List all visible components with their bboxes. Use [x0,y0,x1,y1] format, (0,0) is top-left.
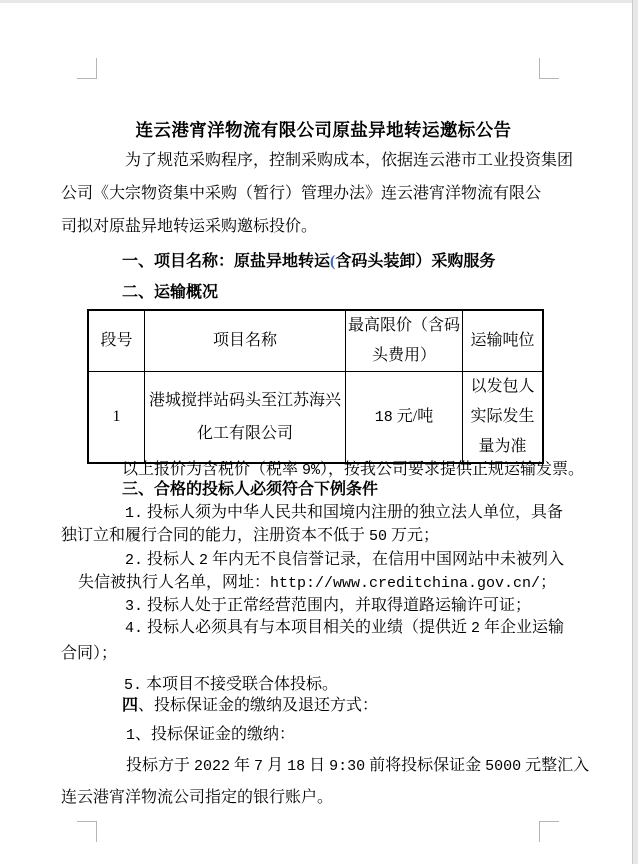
text-run: 万元； [387,527,440,544]
heading-bidder-requirements [122,480,378,500]
text-run: 2 [199,552,209,569]
text-run: 年 [230,757,255,774]
text-run: 三、合格的投标人必须符合下例条件 [122,481,379,498]
text-run: 2. [125,552,144,569]
text-run: 、投标保证金的缴纳及退还方式： [138,697,379,714]
text-run: 2022 [194,758,231,775]
cell-max-price-value [346,402,462,433]
text-run: 前将投标保证金 [365,757,486,774]
cell-max-price [346,372,463,464]
text-run: 18 [374,408,393,426]
table-row [88,372,543,464]
margin-crop-mark-bottom-left [77,821,97,842]
text-run: 元整汇入 [521,757,590,774]
text-run: 18 [287,758,306,775]
text-run: 1. [125,505,144,522]
text-run: 9% [302,462,321,479]
text-run: 失信被执行人名单，网址： [78,574,271,591]
text-run: 月 [263,757,288,774]
table-header-row [88,310,543,372]
canvas-top-edge [0,0,638,3]
cell-tonnage-line-1: 以发包人 [470,378,535,395]
col-header-tonnage-label: 运输吨位 [470,332,535,349]
text-run: 4. [125,620,144,637]
clause-1-line-2 [61,526,439,547]
canvas-right-edge [632,0,638,864]
clause-3-line [125,596,531,617]
col-header-max-price [346,310,463,372]
text-run: 投标人须为中华人民共和国境内注册的独立法人单位，具备 [143,504,564,521]
cell-tonnage [463,372,544,464]
clause-2-line-1 [125,550,564,571]
text-run: http://www.creditchina.gov.cn/ [270,575,541,592]
subheading-deposit-payment [126,725,295,746]
col-header-max-price-line-1: 最高限价（含码 [347,317,460,334]
text-run: 7 [254,758,264,775]
deposit-line-1 [126,756,589,777]
clause-4-line-2 [61,644,117,664]
clause-1-line-1 [125,503,563,524]
text-run: 5000 [485,758,522,775]
text-run: 5. [124,677,143,694]
heading-bid-deposit [122,696,378,716]
text-run: 9:30 [329,758,366,775]
text-run: 四 [122,697,139,714]
document-title: 连云港宵洋物流有限公司原盐异地转运邀标公告 [135,120,512,140]
heading-project-name [122,252,495,272]
text-run: ），按我公司要求提供正规运输发票。 [320,461,585,478]
cell-tonnage-line-3: 量为准 [478,438,527,455]
cell-segment-no [88,372,145,464]
text-run: 公司《大宗物资集中采购（暂行）管理办法》连云港宵洋物流有限公 [61,185,542,202]
col-header-project-name-label: 项目名称 [212,332,277,349]
text-run: 投标人必须具有与本项目相关的业绩（提供近 [143,619,472,636]
text-run: 合同）； [61,645,118,662]
text-run: 年内无不良信誉记录，在信用中国网站中未被列入 [208,551,565,568]
text-run: 本项目不接受联合体投标。 [142,676,339,693]
text-run: ； [540,574,557,591]
cell-tonnage-line-2: 实际发生 [470,408,535,425]
text-run: 一、项目名称：原盐异地转运 [122,253,331,270]
cell-project-name [145,372,346,464]
cell-project-name-line-1: 港城搅拌站码头至江苏海兴 [148,392,341,409]
col-header-segment-no-label: 段号 [100,332,133,349]
transport-table [87,309,544,464]
margin-crop-mark-bottom-right [539,821,559,842]
text-run: 司拟对原盐异地转运采购邀标投价。 [61,218,318,235]
text-run: 含码头装卸）采购服务 [335,253,496,270]
text-run: 3. [125,598,144,615]
col-header-project-name [145,310,346,372]
text-run: 投标方于 [126,757,195,774]
col-header-segment-no [88,310,145,372]
text-run: 投标人处于正常经营范围内，并取得道路运输许可证； [143,597,532,614]
text-run: 日 [305,757,330,774]
heading-transport-overview [122,283,218,303]
text-run: 连云港宵洋物流公司指定的银行账户。 [61,789,334,806]
cell-segment-no-value: 1 [112,408,121,425]
intro-line-3 [61,217,317,237]
text-run: 年企业运输 [480,619,565,636]
text-run: 以上报价为含税价（税率 [122,461,303,478]
text-run: 50 [369,528,388,545]
text-run: 1 [126,727,136,744]
text-run: 元/吨 [392,407,434,425]
text-run: 为了规范采购程序，控制采购成本，依据连云港市工业投资集团 [125,152,574,169]
deposit-line-2 [61,788,333,808]
text-run: 2 [471,620,481,637]
tax-note-line [122,460,584,481]
margin-crop-mark-top-left [77,58,97,79]
text-run: ( [330,253,336,270]
clause-4-line-1 [125,618,564,639]
clause-5-line [124,675,338,696]
margin-crop-mark-top-right [539,58,559,79]
col-header-tonnage [463,310,544,372]
text-run: 投标人 [143,551,200,568]
clause-2-line-2 [78,573,556,594]
col-header-max-price-line-2: 头费用） [371,347,436,364]
text-run: 二、运输概况 [122,284,219,301]
text-run: 、投标保证金的缴纳： [135,726,296,743]
cell-project-name-line-2: 化工有限公司 [196,425,293,442]
text-run: 独订立和履行合同的能力，注册资本不低于 [61,527,370,544]
intro-line-2 [61,184,541,204]
intro-line-1 [125,151,573,171]
